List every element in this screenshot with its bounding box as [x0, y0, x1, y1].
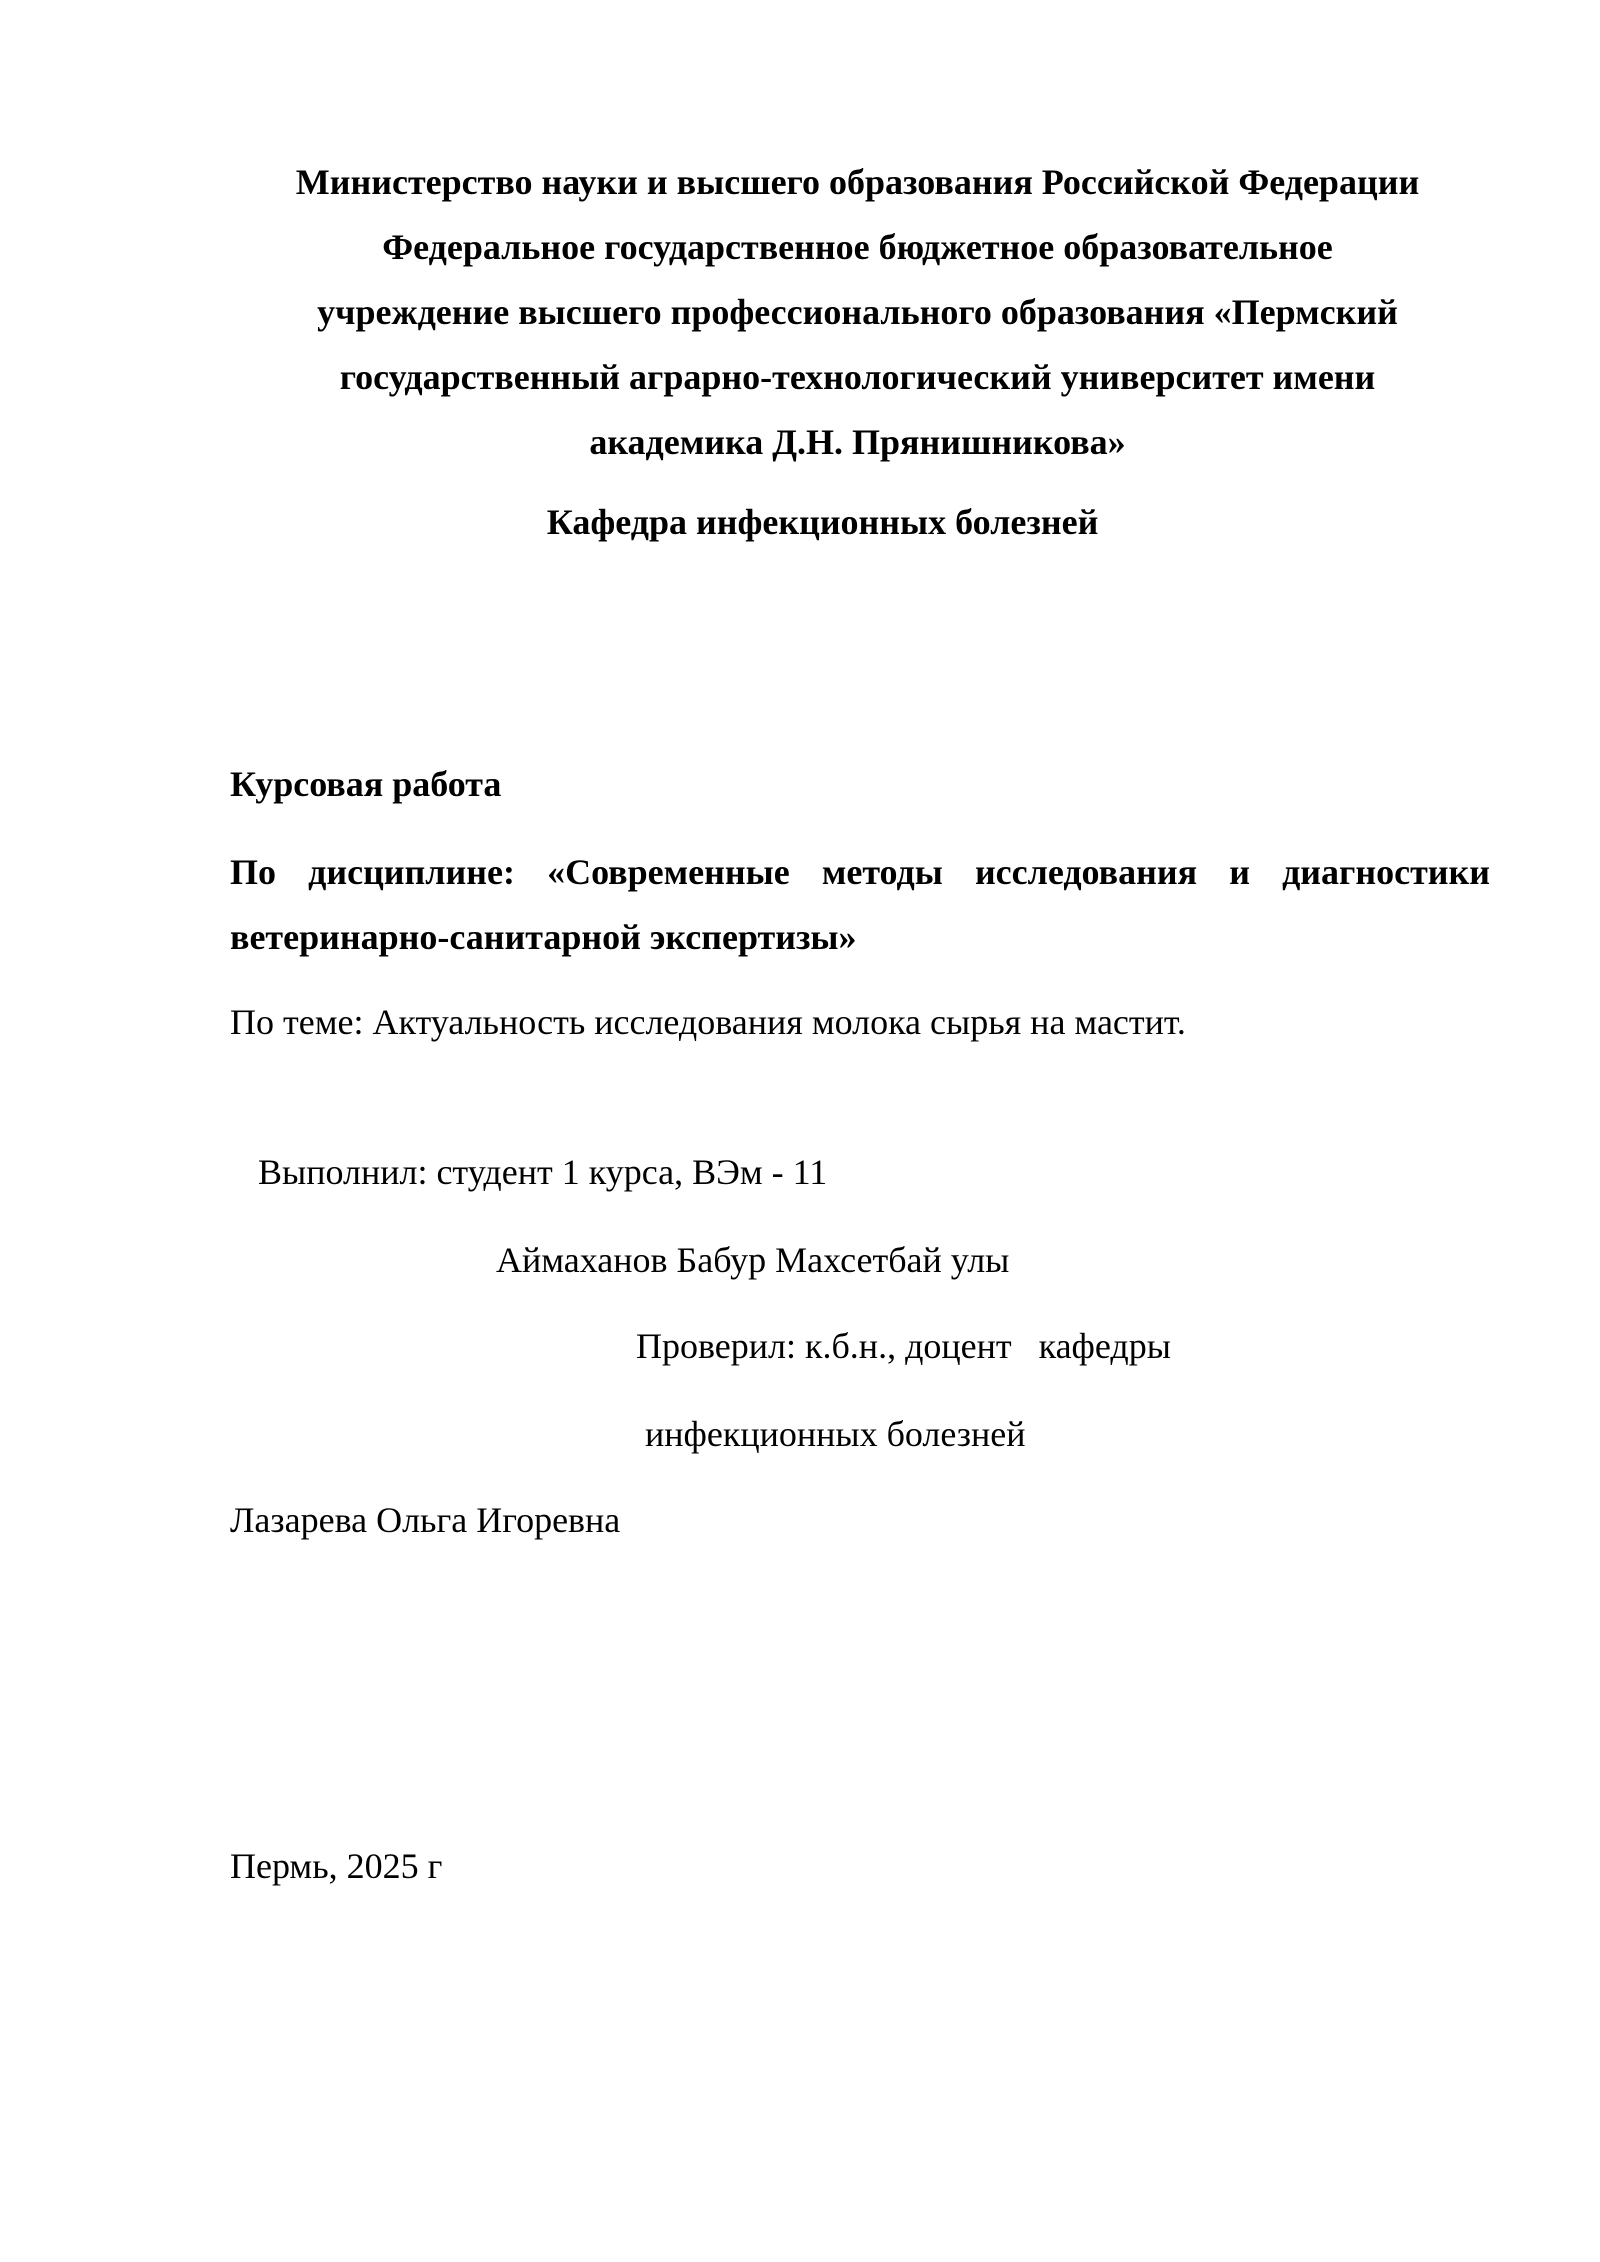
- checked-by: Проверил: к.б.н., доцент кафедры: [636, 1326, 1171, 1366]
- header-line-university: государственный аграрно-технологический университет имени: [339, 357, 1376, 397]
- header-line-ministry: Министерство науки и высшего образования Российской Федерации: [295, 162, 1420, 202]
- discipline-line-1: По дисциплине: «Современные методы исследования и диагностики: [230, 852, 1490, 892]
- discipline-line-2: ветеринарно-санитарной экспертизы»: [230, 917, 857, 957]
- city-year: Пермь, 2025 г: [230, 1846, 443, 1886]
- discipline-block: [230, 840, 1490, 970]
- institution-header: [230, 150, 1485, 475]
- work-type: Курсовая работа: [230, 764, 502, 804]
- student-name: Аймаханов Бабур Махсетбай улы: [496, 1240, 1010, 1280]
- topic: По теме: Актуальность исследования молока сырья на мастит.: [230, 1002, 1186, 1042]
- department-title: Кафедра инфекционных болезней: [546, 502, 1099, 542]
- header-line-institution: учреждение высшего профессионального образования «Пермский: [317, 292, 1398, 332]
- checker-name: Лазарева Ольга Игоревна: [230, 1500, 621, 1540]
- performed-by: Выполнил: студент 1 курса, ВЭм - 11: [258, 1152, 828, 1192]
- checked-by-department: инфекционных болезней: [645, 1414, 1026, 1454]
- header-line-federal: Федеральное государственное бюджетное образовательное: [382, 227, 1333, 267]
- header-line-academician: академика Д.Н. Прянишникова»: [589, 422, 1126, 462]
